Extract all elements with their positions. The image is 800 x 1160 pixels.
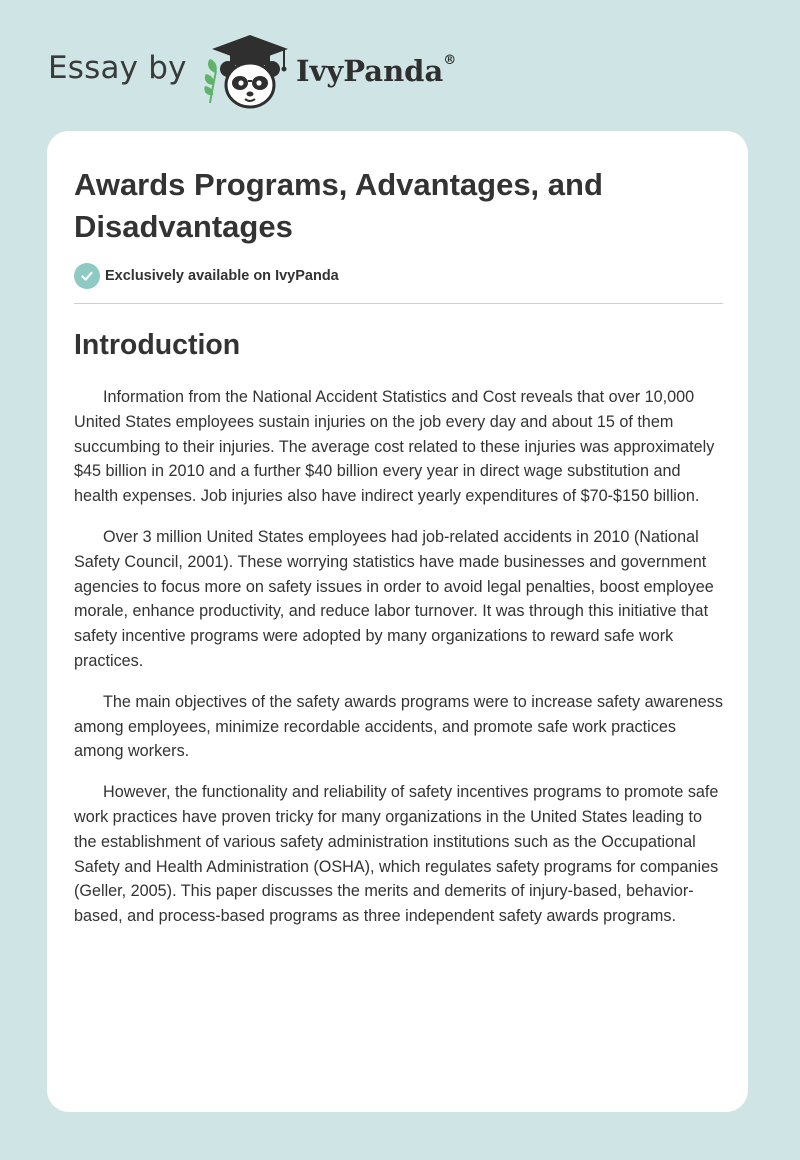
title-divider [74,303,723,304]
exclusive-badge [74,263,339,289]
essay-by-label: Essay by [48,50,187,86]
paragraph: Information from the National Accident Statistics and Cost reveals that over 10,000 United States employees sustain injuries on the job every day and about 15 of them succumbing to their injuries. The average cost related to these injuries was approximately $45 billion in 2010 and a further $40 billion every year in direct wage substitution and health expenses. Job injuries also have indirect yearly expenditures of $70-$150 billion. [74,388,715,506]
essay-body [74,385,726,945]
essay-title: Awards Programs, Advantages, and Disadvantages [74,167,603,244]
panda-graduate-logo-icon[interactable] [200,33,292,111]
brand-logo-text[interactable] [296,54,456,88]
paragraph: However, the functionality and reliability of safety incentives programs to promote safe work practices have proven tricky for many organizations in the United States leading to the establishment of various safety administration institutions such as the Occupational Safety and Health Administration (OSHA), which regulates safety programs for companies (Geller, 2005). This paper discusses the merits and demerits of injury-based, behavior-based, and process-based programs as three independent safety awards programs. [74,783,719,926]
site-header [0,0,800,130]
paragraph: Over 3 million United States employees had job-related accidents in 2010 (National Safety Council, 2001). These worrying statistics have made businesses and government agencies to focus more on safety issues in order to avoid legal penalties, boost employee morale, enhance productivity, and reduce labor turnover. It was through this initiative that safety incentive programs were adopted by many organizations to reward safe work practices. [74,527,714,670]
exclusive-label: Exclusively available on IvyPanda [105,268,339,284]
registered-mark: ® [443,53,457,69]
essay-card [47,131,748,1112]
section-heading-introduction: Introduction [74,329,241,361]
check-icon [74,263,100,289]
paragraph: The main objectives of the safety awards programs were to increase safety awareness among employees, minimize recordable accidents, and promote safe work practices among workers. [74,692,723,761]
brand-name: IvyPanda [296,54,444,88]
